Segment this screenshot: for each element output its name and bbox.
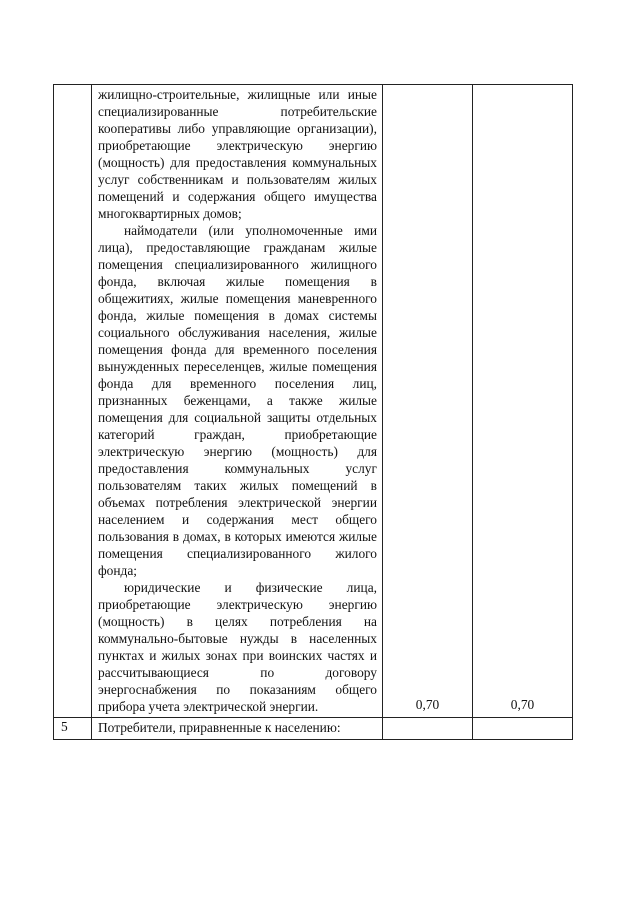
value-cell-2: 0,70 <box>473 85 573 718</box>
row-number-cell <box>54 85 92 718</box>
paragraph-cooperatives: жилищно-строительные, жилищные или иные специализированные потребительские кооперативы либо управляющие организации), приобретающие электрическую энергию (мощность) для предоставления коммунальных услуг собственникам и пользователям жилых помещений и содержания общего имущества многоквартирных домов; <box>98 87 377 221</box>
paragraph-landlords: наймодатели (или уполномоченные ими лица), предоставляющие гражданам жилые помещения специализированного жилищного фонда, включая жилые помещения в общежитиях, жилые помещения маневренного фонда, жилые помещения в домах системы социального обслуживания населения, жилые помещения фонда для временного поселения вынужденных переселенцев, жилые помещения фонда для временного поселения лиц, признанных беженцами, а также жилые помещения для социальной защиты отдельных категорий граждан, приобретающие электрическую энергию (мощность) для предоставления коммунальных услуг пользователям таких жилых помещений в объемах потребления электрической энергии населением и содержания мест общего пользования в домах, в которых имеются жилые помещения специализированного жилого фонда; <box>98 223 377 578</box>
value-cell-1: 0,70 <box>383 85 473 718</box>
value-cell-2 <box>473 718 573 740</box>
paragraph-legal-entities: юридические и физические лица, приобретающие электрическую энергию (мощность) в целях потребления на коммунально-бытовые нужды в населенных пунктах и жилых зонах при воинских частях и рассчитывающиеся по договору энергоснабжения по показаниям общего прибора учета электрической энергии. <box>98 580 377 714</box>
description-cell <box>92 85 383 718</box>
tariff-table <box>53 84 573 740</box>
value-cell-1 <box>383 718 473 740</box>
row-number-cell: 5 <box>54 718 92 740</box>
table-row <box>54 85 573 718</box>
description-cell <box>92 718 383 740</box>
paragraph-equivalent-consumers: Потребители, приравненные к населению: <box>98 720 341 735</box>
table-row <box>54 718 573 740</box>
